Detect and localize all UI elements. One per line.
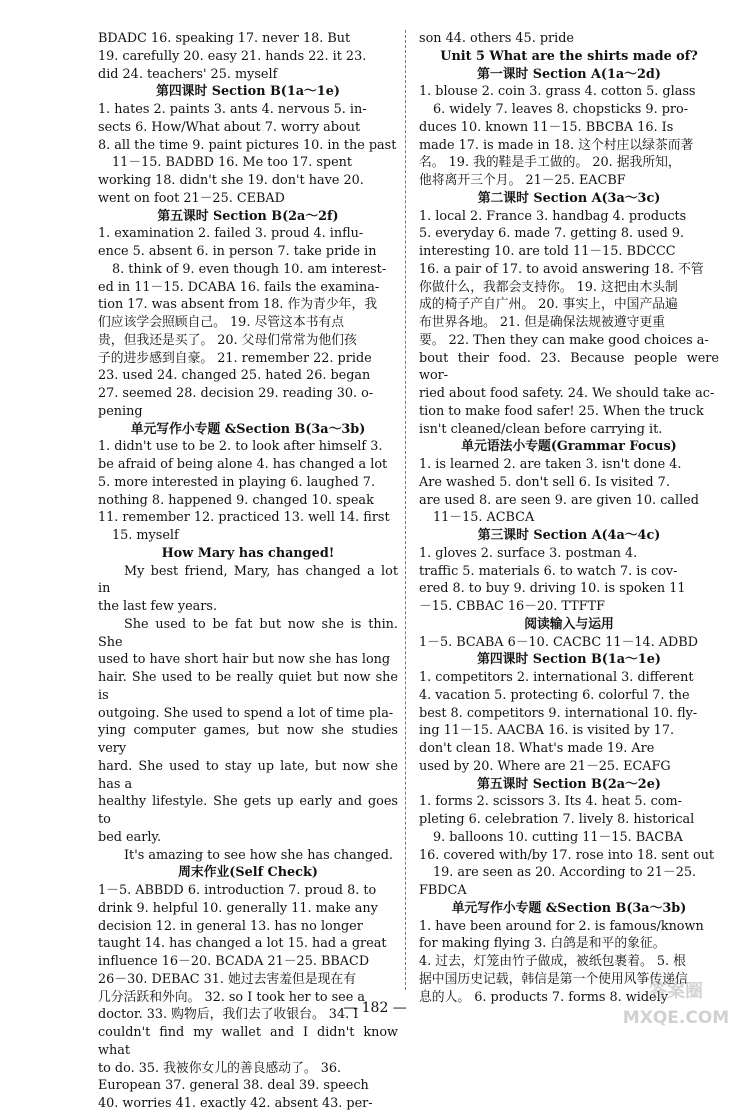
left-answer-line: 11－15. BADBD 16. Me too 17. spent xyxy=(112,155,353,171)
right-answer-line: 1. local 2. France 3. handbag 4. products xyxy=(419,208,687,224)
right-answer-line: ing 11－15. AACBA 16. is visited by 17. xyxy=(419,723,675,739)
right-answer-line: 1. competitors 2. international 3. different xyxy=(419,670,694,685)
right-answer-line: 据中国历史记载，韩信是第一个使用风筝传递信 xyxy=(419,971,688,987)
left-answer-line: ying computer games, but now she studies very xyxy=(98,723,398,756)
left-answer-line: bed early. xyxy=(98,829,162,845)
left-answer-line: 1. examination 2. failed 3. proud 4. influ- xyxy=(98,226,364,242)
left-answer-line: My best friend, Mary, has changed a lot in xyxy=(98,563,398,597)
right-answer-line: son 44. others 45. pride xyxy=(419,31,574,46)
right-section-heading: 单元写作小专题 &Section B(3a～3b) xyxy=(451,900,687,916)
right-answer-line: 9. balloons 10. cutting 11－15. BACBA xyxy=(433,829,683,845)
left-answer-line: 27. seemed 28. decision 29. reading 30. o- xyxy=(98,386,374,401)
left-section-heading: 第五课时 Section B(2a～2f) xyxy=(157,208,339,224)
right-answer-line: －15. CBBAC 16－20. TTFTF xyxy=(419,599,606,614)
left-answer-line: taught 14. has changed a lot 15. had a great xyxy=(98,936,387,952)
column-divider xyxy=(405,30,406,990)
left-answer-line: It's amazing to see how she has changed. xyxy=(124,847,394,863)
left-answer-line: 19. carefully 20. easy 21. hands 22. it 23. xyxy=(98,48,367,64)
left-section-heading: 周末作业(Self Check) xyxy=(178,865,318,881)
right-answer-line: 4. vacation 5. protecting 6. colorful 7. the xyxy=(419,687,690,703)
left-answer-line: 贵，但我还是买了。 20. 父母们常常为他们孩 xyxy=(98,332,357,348)
right-section-heading: 第四课时 Section B(1a～1e) xyxy=(477,652,661,668)
right-answer-line: Are washed 5. don't sell 6. Is visited 7. xyxy=(419,474,670,490)
left-answer-line: 1. didn't use to be 2. to look after himself 3. xyxy=(98,439,383,455)
left-section-heading: 第四课时 Section B(1a～1e) xyxy=(156,84,340,100)
left-answer-line: 1. hates 2. paints 3. ants 4. nervous 5. in- xyxy=(98,102,367,117)
left-answer-line: hard. She used to stay up late, but now she has a xyxy=(98,758,398,792)
left-answer-line: 40. worries 41. exactly 42. absent 43. per- xyxy=(98,1096,373,1111)
right-answer-line: 1. have been around for 2. is famous/known xyxy=(419,918,704,934)
left-answer-line: 23. used 24. changed 25. hated 26. began xyxy=(98,368,371,384)
left-answer-line: to do. 35. 我被你女儿的善良感动了。 36. xyxy=(98,1060,342,1076)
left-answer-line: ence 5. absent 6. in person 7. take pride in xyxy=(98,244,377,259)
right-answer-line: interesting 10. are told 11－15. BDCCC xyxy=(419,244,676,259)
right-answer-line: 1. forms 2. scissors 3. Its 4. heat 5. com- xyxy=(419,794,682,810)
right-answer-line: 16. covered with/by 17. rose into 18. sent out xyxy=(419,847,715,863)
left-answer-line: be afraid of being alone 4. has changed a lot xyxy=(98,457,388,472)
right-answer-line: 成的椅子产自广州。 20. 事实上，中国产品遍 xyxy=(419,297,678,313)
right-section-heading: 第一课时 Section A(1a～2d) xyxy=(477,66,661,82)
left-section-heading: 单元写作小专题 &Section B(3a～3b) xyxy=(130,421,366,437)
left-answer-line: 们应该学会照顾自己。 19. 尽管这本书有点 xyxy=(98,315,345,330)
right-section-heading: 第五课时 Section B(2a～2e) xyxy=(477,776,661,792)
right-answer-line: duces 10. known 11－15. BBCBA 16. Is xyxy=(419,119,674,135)
left-answer-line: couldn't find my wallet and I didn't know what xyxy=(98,1025,398,1058)
right-answer-line: made 17. is made in 18. 这个村庄以绿茶而著 xyxy=(419,137,694,153)
left-answer-line: pening xyxy=(98,403,143,419)
left-answer-line: decision 12. in general 13. has no longer xyxy=(98,918,363,934)
left-answer-line: 1－5. ABBDD 6. introduction 7. proud 8. to xyxy=(98,883,377,898)
right-answer-line: 16. a pair of 17. to avoid answering 18. 不管 xyxy=(419,261,704,277)
right-answer-line: best 8. competitors 9. international 10. fly- xyxy=(419,705,698,721)
right-answer-line: ried about food safety. 24. We should take ac- xyxy=(419,386,715,401)
right-answer-line: 4. 过去，灯笼由竹子做成，被纸包裹着。 5. 根 xyxy=(419,954,686,969)
right-answer-line: 要。 22. Then they can make good choices a- xyxy=(419,332,709,348)
right-section-heading: 单元语法小专题(Grammar Focus) xyxy=(461,439,677,455)
left-answer-line: healthy lifestyle. She gets up early and goes to xyxy=(98,794,398,827)
right-answer-line: 他将离开三个月。 21－25. EACBF xyxy=(419,173,626,188)
left-answer-line: She used to be fat but now she is thin. She xyxy=(98,616,398,650)
right-answer-line: 1. gloves 2. surface 3. postman 4. xyxy=(419,545,638,561)
left-answer-line: did 24. teachers' 25. myself xyxy=(98,66,278,82)
right-answer-line: tion to make food safer! 25. When the truck xyxy=(419,403,704,419)
left-answer-line: 26－30. DEBAC 31. 她过去害羞但是现在有 xyxy=(98,971,356,987)
watermark-top: 答案圈 xyxy=(649,981,703,1002)
left-answer-line: doctor. 33. 购物后，我们去了收银台。 34. I xyxy=(98,1007,359,1023)
right-answer-line: 5. everyday 6. made 7. getting 8. used 9. xyxy=(419,226,685,242)
right-answer-line: ered 8. to buy 9. driving 10. is spoken 11 xyxy=(419,581,686,597)
left-answer-line: 子的进步感到自豪。 21. remember 22. pride xyxy=(98,350,372,366)
right-section-heading: 第三课时 Section A(4a～4c) xyxy=(477,528,661,543)
essay-title: How Mary has changed! xyxy=(161,545,335,561)
watermark-bottom: MXQE.COM xyxy=(622,1008,730,1028)
right-answer-line: 6. widely 7. leaves 8. chopsticks 9. pro- xyxy=(433,102,689,117)
left-answer-line: drink 9. helpful 10. generally 11. make any xyxy=(98,900,378,916)
right-answer-line: 你做什么，我都会支持你。 19. 这把由木头制 xyxy=(419,279,678,295)
right-answer-line: FBDCA xyxy=(419,883,467,898)
left-answer-line: European 37. general 38. deal 39. speech xyxy=(98,1078,369,1094)
right-answer-line: pleting 6. celebration 7. lively 8. historical xyxy=(419,812,695,827)
left-answer-line: 几分活跃和外向。 32. so I took her to see a xyxy=(98,989,366,1005)
left-answer-line: the last few years. xyxy=(98,599,218,614)
left-answer-line: 8. think of 9. even though 10. am interest- xyxy=(112,261,387,277)
right-answer-line: 息的人。 6. products 7. forms 8. widely xyxy=(419,989,668,1005)
right-answer-line: don't clean 18. What's made 19. Are xyxy=(419,741,655,756)
right-answer-line: traffic 5. materials 6. to watch 7. is cov- xyxy=(419,563,678,579)
right-section-heading: 第二课时 Section A(3a～3c) xyxy=(477,190,661,206)
right-column xyxy=(419,30,719,1006)
left-answer-line: 15. myself xyxy=(112,528,179,543)
left-answer-line: BDADC 16. speaking 17. never 18. But xyxy=(98,31,351,46)
left-answer-line: used to have short hair but now she has long xyxy=(98,652,391,668)
right-answer-line: 名。 19. 我的鞋是手工做的。 20. 据我所知， xyxy=(419,155,681,171)
left-answer-line: sects 6. How/What about 7. worry about xyxy=(98,119,361,135)
left-answer-line: tion 17. was absent from 18. 作为青少年，我 xyxy=(98,297,378,313)
left-answer-line: hair. She used to be really quiet but now she is xyxy=(98,670,398,703)
left-answer-line: nothing 8. happened 9. changed 10. speak xyxy=(98,492,374,508)
right-answer-line: isn't cleaned/clean before carrying it. xyxy=(419,421,663,437)
right-answer-line: 1. is learned 2. are taken 3. isn't done 4. xyxy=(419,457,682,472)
page-number: — 182 — xyxy=(343,1000,407,1016)
right-answer-line: used by 20. Where are 21－25. ECAFG xyxy=(419,758,671,774)
right-answer-line: 1. blouse 2. coin 3. grass 4. cotton 5. glass xyxy=(419,84,696,100)
right-answer-line: 19. are seen as 20. According to 21－25. xyxy=(433,865,697,881)
left-answer-line: influence 16－20. BCADA 21－25. BBACD xyxy=(98,954,370,969)
left-column xyxy=(98,30,398,1113)
right-answer-line: 11－15. ACBCA xyxy=(433,510,535,526)
left-answer-line: ed in 11－15. DCABA 16. fails the examina- xyxy=(98,279,380,295)
left-answer-line: 5. more interested in playing 6. laughed 7. xyxy=(98,474,376,490)
left-answer-line: outgoing. She used to spend a lot of time pla- xyxy=(98,705,394,721)
right-answer-line: bout their food. 23. Because people were wor- xyxy=(419,350,719,384)
left-answer-line: 8. all the time 9. paint pictures 10. in the past xyxy=(98,137,397,153)
right-answer-line: are used 8. are seen 9. are given 10. called xyxy=(419,492,699,508)
right-answer-line: for making flying 3. 白鸽是和平的象征。 xyxy=(419,936,666,952)
right-answer-line: 1－5. BCABA 6－10. CACBC 11－14. ADBD xyxy=(419,634,698,650)
left-answer-line: working 18. didn't she 19. don't have 20. xyxy=(98,173,364,188)
right-answer-line: 布世界各地。 21. 但是确保法规被遵守更重 xyxy=(419,315,666,330)
right-section-heading: Unit 5 What are the shirts made of? xyxy=(440,48,698,64)
right-section-heading: 阅读输入与运用 xyxy=(524,616,614,632)
left-answer-line: went on foot 21－25. CEBAD xyxy=(98,190,285,206)
watermark-logo xyxy=(616,975,736,1031)
left-answer-line: 11. remember 12. practiced 13. well 14. first xyxy=(98,510,390,526)
